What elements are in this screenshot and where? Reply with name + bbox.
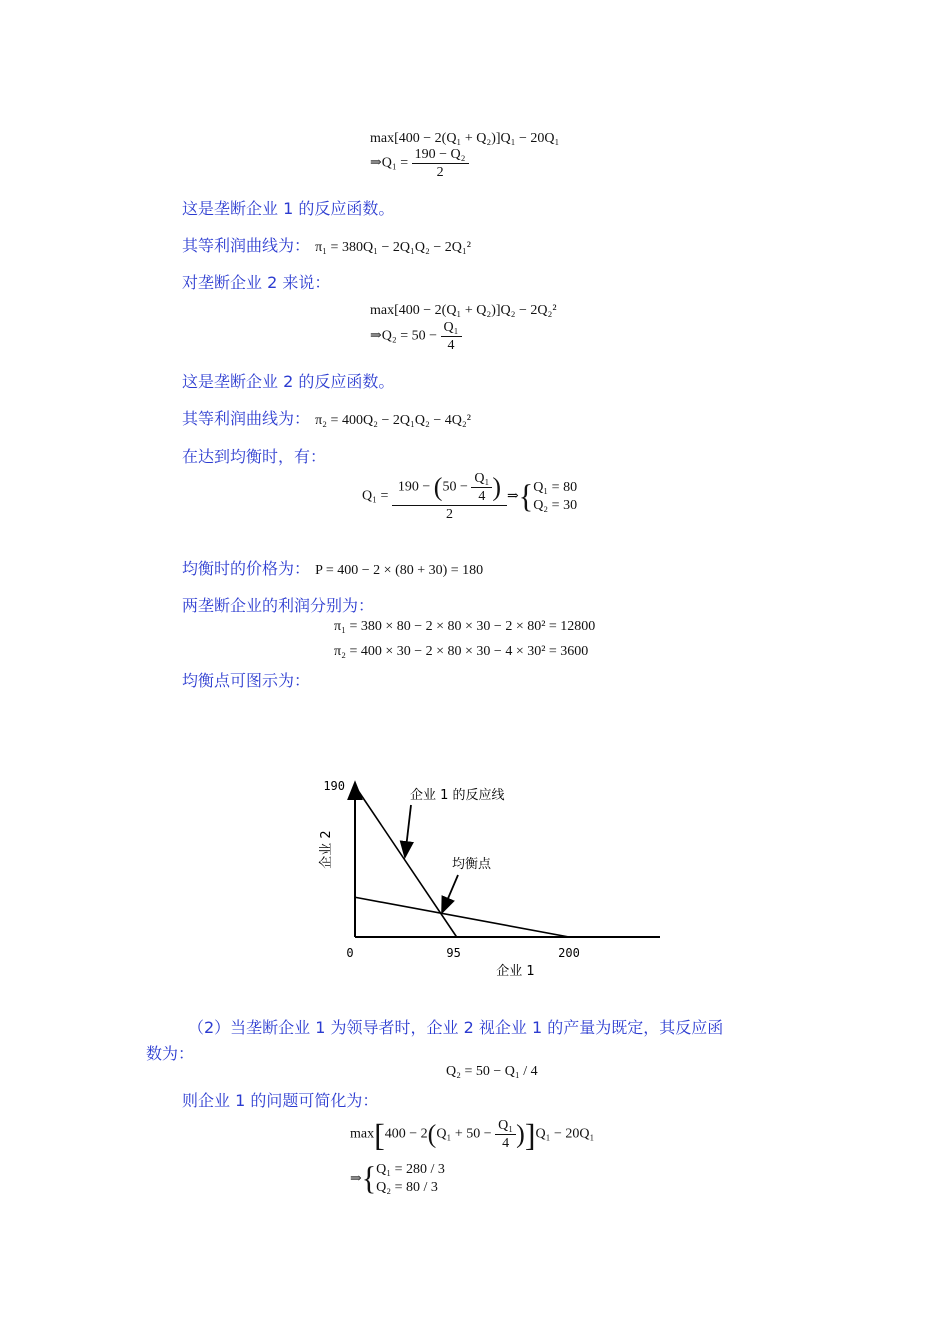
fraction bbox=[412, 146, 469, 181]
fraction-denominator: 4 bbox=[447, 338, 455, 353]
solution-q2: Q₂ = 80 / 3 bbox=[376, 1180, 438, 1195]
fraction bbox=[441, 319, 462, 354]
text-profits-heading: 两垄断企业的利润分别为： bbox=[182, 596, 375, 615]
fraction-denominator: 2 bbox=[436, 165, 444, 180]
text-equilibrium-heading: 在达到均衡时，有： bbox=[182, 447, 327, 466]
leader-solution bbox=[376, 1161, 445, 1197]
eq-num-a: 190 − bbox=[397, 479, 434, 495]
paren-close: ) bbox=[492, 472, 502, 502]
isoprofit-formula: π₁ = 380Q₁ − 2Q₁Q₂ − 2Q₁² bbox=[315, 240, 471, 255]
price-line bbox=[182, 556, 483, 579]
formula-reaction-firm2 bbox=[370, 319, 462, 354]
eq-num-b: 50 − bbox=[442, 479, 472, 495]
price-formula: P = 400 − 2 × (80 + 30) = 180 bbox=[315, 563, 484, 578]
eq-numerator bbox=[392, 470, 507, 506]
leader-b: Q₁ + 50 − bbox=[436, 1126, 496, 1142]
text-firm2-heading: 对垄断企业 2 来说： bbox=[182, 273, 331, 292]
formula-leader-solution bbox=[350, 1161, 445, 1197]
inner-denominator: 4 bbox=[478, 489, 486, 504]
max-keyword: max bbox=[350, 1126, 375, 1142]
paren-open: ( bbox=[433, 472, 443, 502]
x-tick-label: 200 bbox=[558, 946, 580, 960]
isoprofit-label: 其等利润曲线为： bbox=[182, 409, 311, 428]
text-reaction-firm1: 这是垄断企业 1 的反应函数。 bbox=[182, 199, 395, 218]
x-axis-label: 企业 1 bbox=[496, 964, 535, 979]
bracket-close: ] bbox=[524, 1116, 536, 1153]
eq-denominator: 2 bbox=[445, 507, 453, 522]
formula-follower-reaction: Q₂ = 50 − Q₁ / 4 bbox=[446, 1064, 538, 1079]
isoprofit-firm2 bbox=[182, 406, 471, 429]
text-chart-heading: 均衡点可图示为： bbox=[182, 671, 311, 690]
isoprofit-label: 其等利润曲线为： bbox=[182, 236, 311, 255]
isoprofit-formula: π₂ = 400Q₂ − 2Q₁Q₂ − 4Q₂² bbox=[315, 413, 471, 428]
eq-lhs: Q₁ = bbox=[362, 488, 392, 504]
profit-firm1: π₁ = 380 × 80 − 2 × 80 × 30 − 2 × 80² = 12800 bbox=[334, 619, 596, 634]
formula-leader-max bbox=[350, 1117, 594, 1152]
text-reaction-firm2: 这是垄断企业 2 的反应函数。 bbox=[182, 372, 395, 391]
inner-numerator: Q₁ bbox=[471, 470, 492, 488]
profit-firm2: π₂ = 400 × 30 − 2 × 80 × 30 − 4 × 30² = 3600 bbox=[334, 644, 589, 659]
reaction-line-firm2 bbox=[355, 897, 569, 937]
x-tick-label: 95 bbox=[446, 946, 461, 960]
solution-q1: Q₁ = 280 / 3 bbox=[376, 1162, 445, 1177]
inner-fraction bbox=[471, 470, 492, 505]
text-part2-line2: 数为： bbox=[146, 1044, 195, 1063]
formula-equilibrium bbox=[362, 470, 577, 523]
leader-fraction bbox=[495, 1117, 516, 1152]
y-tick-label: 190 bbox=[323, 779, 345, 793]
leader-c: Q₁ − 20Q₁ bbox=[535, 1126, 595, 1142]
x-tick-label: 0 bbox=[346, 946, 354, 960]
brace-icon: { bbox=[361, 1160, 377, 1197]
solution-arrow: ⇒ bbox=[350, 1171, 362, 1187]
annotation-equilibrium-label: 均衡点 bbox=[452, 857, 492, 872]
solution-q2: Q₂ = 30 bbox=[533, 497, 578, 513]
equilibrium-chart bbox=[300, 715, 660, 985]
eq-fraction bbox=[392, 470, 507, 523]
fraction-numerator: Q₁ bbox=[441, 319, 462, 337]
formula-max-firm1: max[400 − 2(Q₁ + Q₂)]Q₁ − 20Q₁ bbox=[370, 131, 560, 146]
solution-q1: Q₁ = 80 bbox=[533, 479, 578, 495]
brace-icon: { bbox=[518, 477, 534, 515]
isoprofit-firm1 bbox=[182, 233, 471, 256]
eq-solution bbox=[533, 479, 577, 515]
paren-close: ) bbox=[516, 1119, 525, 1149]
annotation-equilibrium-arrow bbox=[443, 875, 458, 911]
formula-reaction-firm1 bbox=[370, 146, 469, 181]
y-axis-label: 企业 2 bbox=[319, 830, 334, 869]
bracket-open: [ bbox=[374, 1116, 385, 1153]
fraction-numerator: 190 − Q₂ bbox=[412, 146, 469, 164]
fraction-denominator: 4 bbox=[502, 1136, 510, 1151]
eq-arrow: ⇒ bbox=[507, 489, 519, 504]
formula-max-firm2: max[400 − 2(Q₁ + Q₂)]Q₂ − 2Q₂² bbox=[370, 303, 557, 318]
paren-open: ( bbox=[427, 1119, 437, 1149]
reaction-line-firm1 bbox=[355, 786, 457, 937]
price-label: 均衡时的价格为： bbox=[182, 559, 311, 578]
formula-arrow: ⇒Q₁ = bbox=[370, 155, 412, 171]
text-part2-line1: （2）当垄断企业 1 为领导者时，企业 2 视企业 1 的产量为既定，其反应函 bbox=[188, 1018, 724, 1037]
formula-arrow: ⇒Q₂ = 50 − bbox=[370, 328, 441, 344]
text-simplified-heading: 则企业 1 的问题可简化为： bbox=[182, 1091, 379, 1110]
annotation-reaction-line-arrow bbox=[405, 805, 411, 856]
leader-a: 400 − 2 bbox=[384, 1126, 428, 1142]
fraction-numerator: Q₁ bbox=[495, 1117, 516, 1135]
annotation-reaction-line-label: 企业 1 的反应线 bbox=[410, 788, 505, 803]
